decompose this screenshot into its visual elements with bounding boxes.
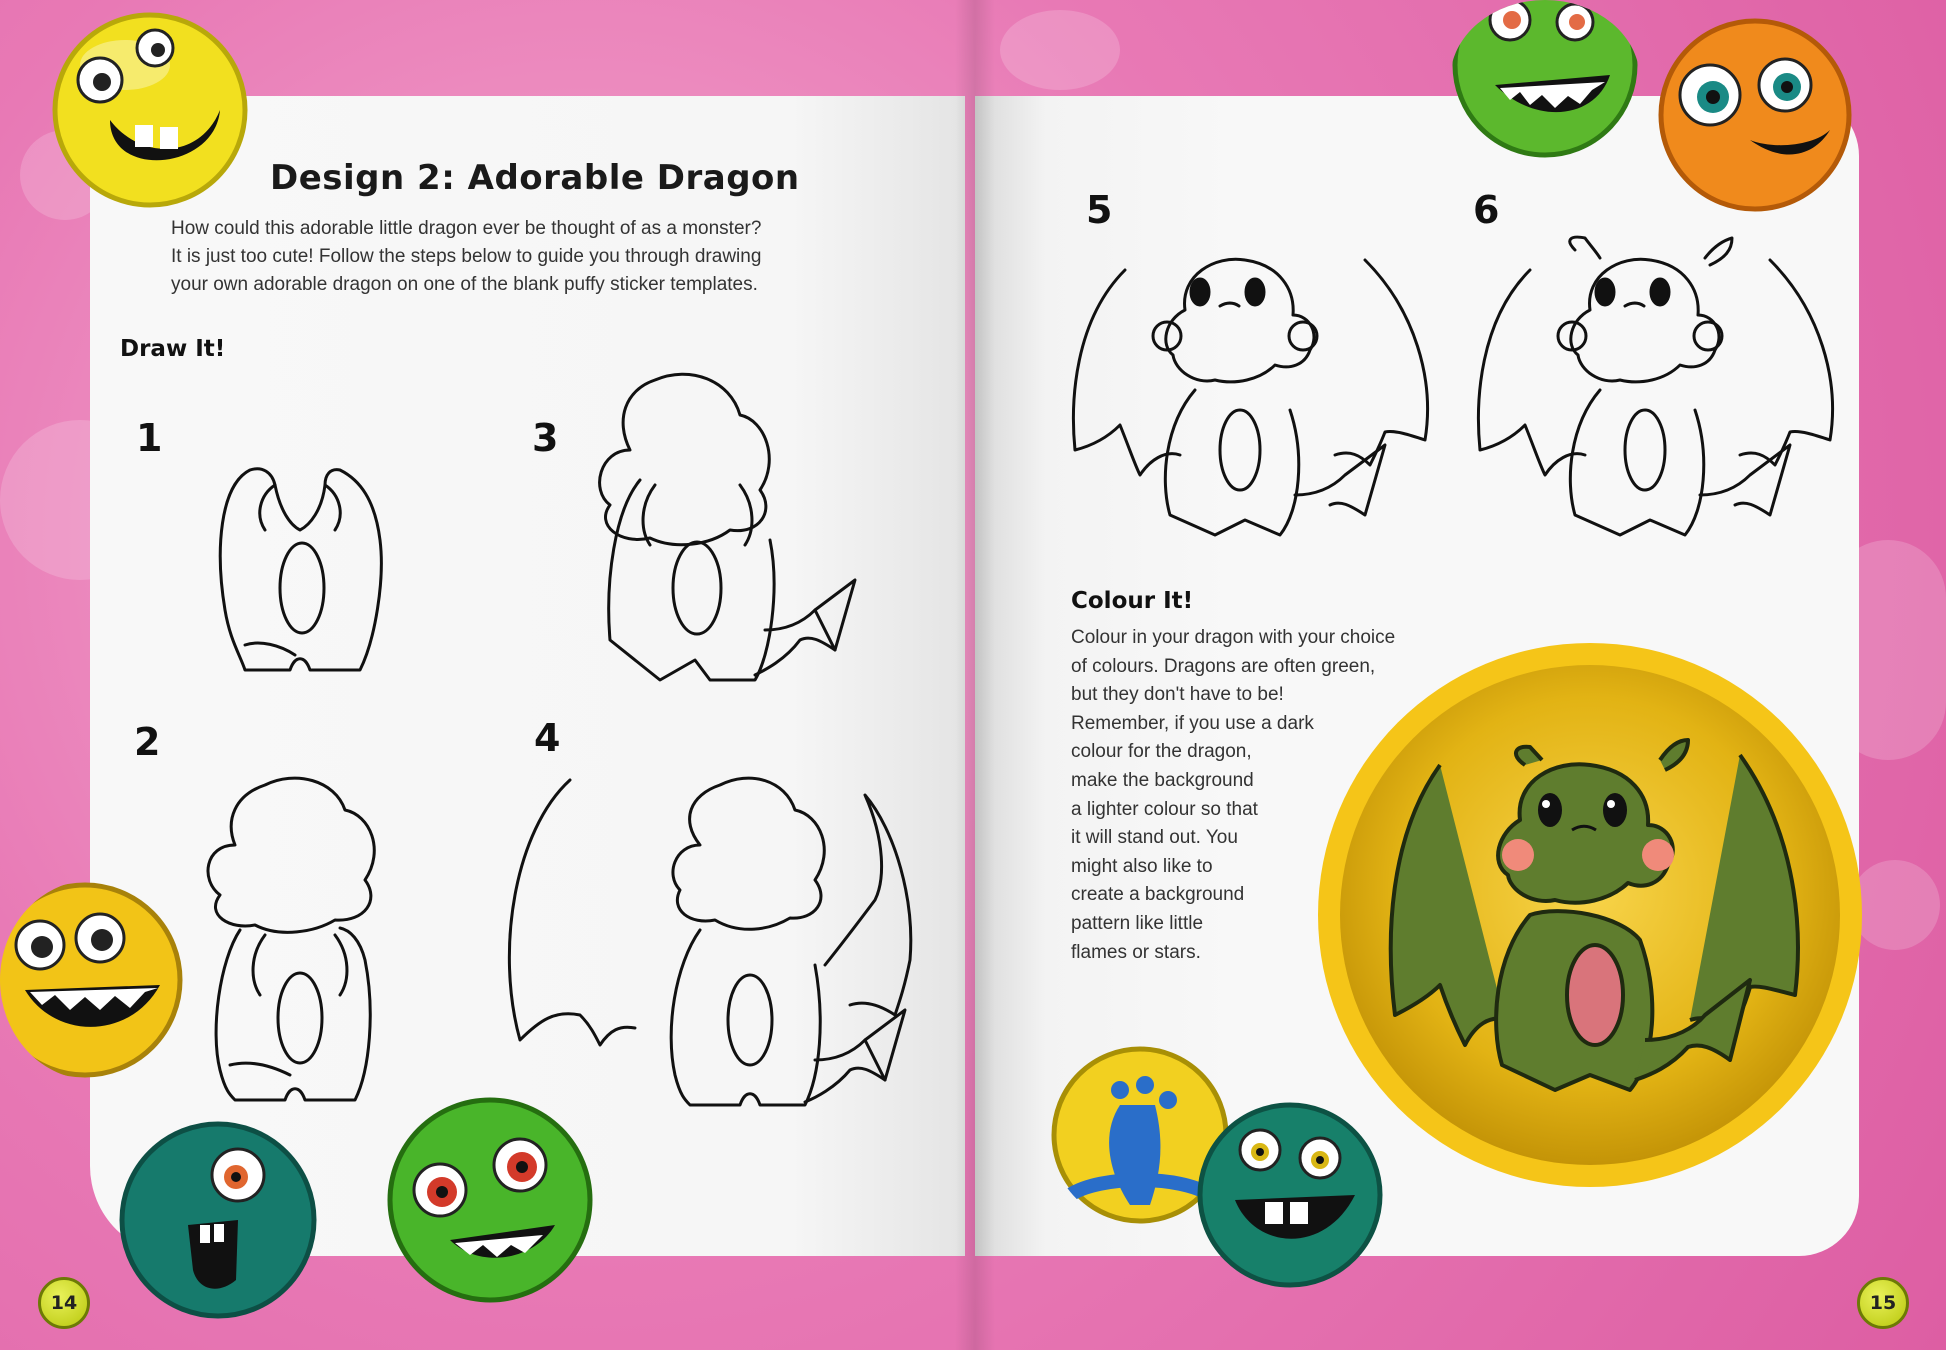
colour-line: it will stand out. You — [1071, 827, 1238, 849]
step-number-3: 3 — [532, 416, 559, 460]
step-5-drawing — [1065, 250, 1435, 540]
colour-line: flames or stars. — [1071, 941, 1201, 963]
teal-monster-sticker — [118, 1120, 318, 1320]
colour-line: Colour in your dragon with your choice — [1071, 627, 1396, 648]
step-4-drawing — [495, 770, 925, 1110]
colour-it-heading: Colour It! — [1071, 588, 1194, 614]
colour-line: of colours. Dragons are often green, — [1071, 655, 1376, 677]
yellow-monster-sticker-left — [0, 880, 185, 1080]
step-number-1: 1 — [136, 416, 163, 460]
colour-line: might also like to — [1071, 855, 1213, 877]
orange-monster-sticker — [1655, 15, 1855, 215]
colour-line: make the background — [1071, 769, 1254, 791]
colour-line: but they don't have to be! — [1071, 684, 1284, 706]
page-number-right: 15 — [1857, 1277, 1909, 1329]
step-number-2: 2 — [134, 720, 161, 764]
colour-line: pattern like little — [1071, 912, 1204, 934]
intro-line: It is just too cute! Follow the steps below to guide you through drawing — [171, 246, 762, 267]
step-6-drawing — [1470, 230, 1840, 540]
intro-paragraph — [171, 215, 851, 299]
step-number-5: 5 — [1086, 188, 1113, 232]
page-number-left: 14 — [38, 1277, 90, 1329]
step-1-drawing — [210, 460, 390, 690]
colour-line: a lighter colour so that — [1071, 798, 1258, 820]
coloured-dragon-sticker — [1310, 635, 1870, 1195]
bokeh-circle — [1000, 10, 1120, 90]
teal-monster-sticker-right — [1195, 1100, 1385, 1290]
intro-line: your own adorable dragon on one of the blank puffy sticker templates. — [171, 274, 758, 295]
step-2-drawing — [195, 770, 415, 1110]
draw-it-heading: Draw It! — [120, 336, 226, 362]
intro-line: How could this adorable little dragon ever be thought of as a monster? — [171, 218, 762, 239]
step-number-4: 4 — [534, 716, 561, 760]
yellow-monster-sticker — [50, 10, 250, 210]
green-monster-sticker-bottom — [385, 1095, 595, 1305]
colour-line: create a background — [1071, 884, 1245, 906]
green-monster-sticker-top — [1450, 0, 1640, 160]
colour-line: colour for the dragon, — [1071, 741, 1252, 763]
page-title: Design 2: Adorable Dragon — [270, 158, 800, 198]
colour-line: Remember, if you use a dark — [1071, 712, 1314, 734]
page-gutter — [955, 0, 995, 1350]
step-number-6: 6 — [1473, 188, 1500, 232]
step-3-drawing — [580, 360, 880, 690]
